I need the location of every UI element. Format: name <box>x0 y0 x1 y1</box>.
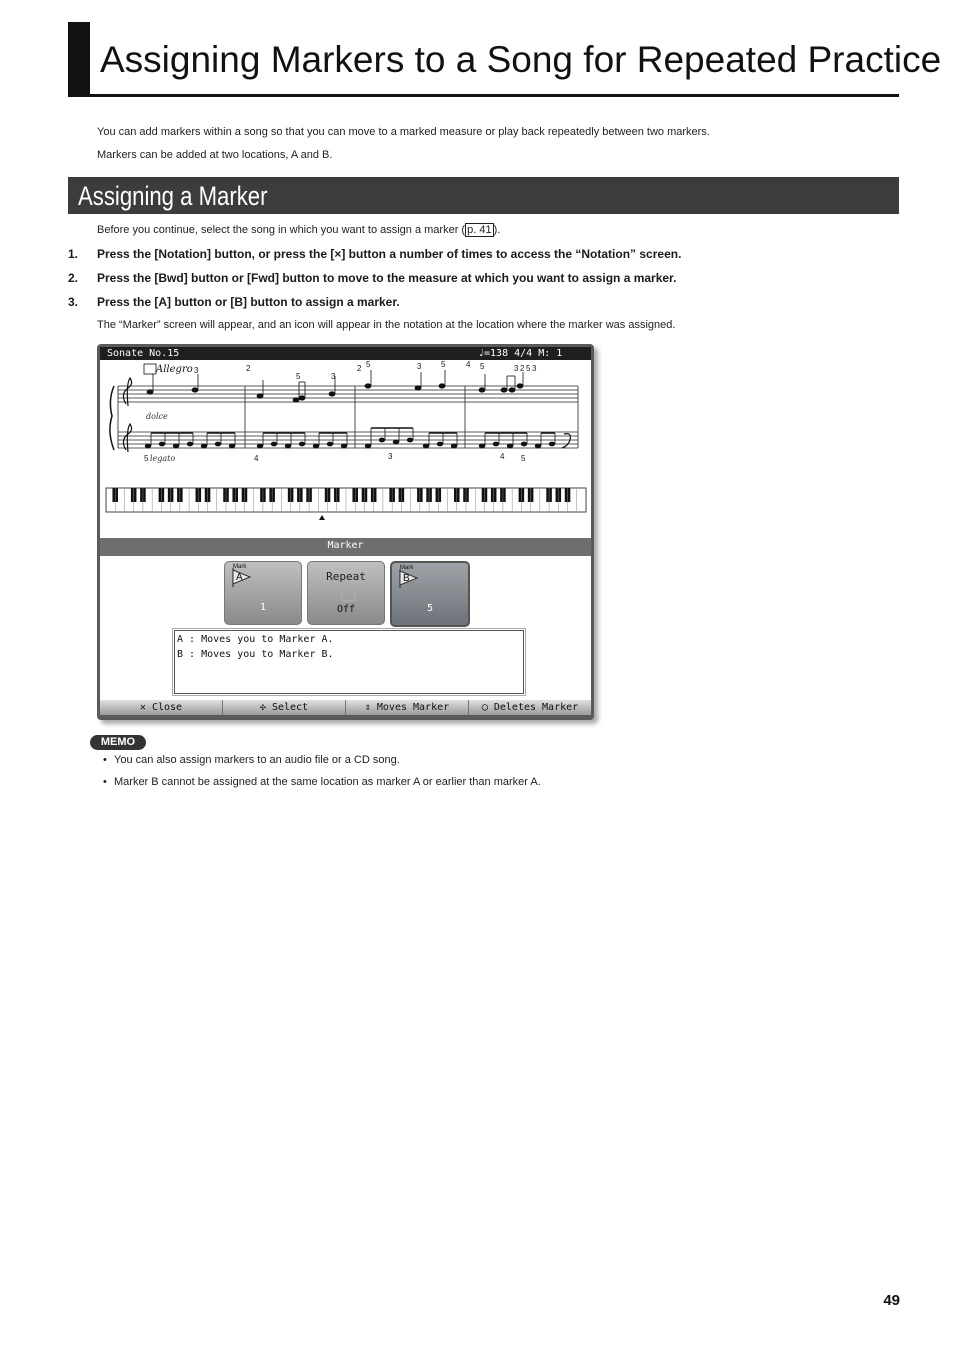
articulation-marking: legato <box>150 454 176 463</box>
prerequisite-note <box>97 223 500 237</box>
help-line-b: B : Moves you to Marker B. <box>177 649 334 660</box>
fingering: 2 <box>357 364 362 373</box>
help-line-a: A : Moves you to Marker A. <box>177 634 334 645</box>
memo-bullet-2: Marker B cannot be assigned at the same location as marker A or earlier than marker A. <box>114 776 541 788</box>
marker-a-measure: 1 <box>259 602 267 613</box>
page-title: Assigning Markers to a Song for Repeated Practice <box>100 39 942 80</box>
marker-panel <box>100 556 591 700</box>
page-reference-link[interactable]: p. 41 <box>467 224 492 236</box>
fingering: 5 <box>296 372 301 381</box>
fingering: 3 <box>388 452 393 461</box>
marker-b-flag-label: Mark <box>400 565 414 571</box>
intro-paragraph-1: You can add markers within a song so that you can move to a marked measure or play back repeatedly between two markers. <box>97 126 710 138</box>
marker-b-measure: 5 <box>426 603 434 614</box>
section-heading: Assigning a Marker <box>78 181 268 211</box>
bullet-icon: • <box>103 754 107 766</box>
repeat-icon <box>340 590 356 602</box>
tempo-marking: Allegro <box>156 364 193 375</box>
fingering: 3 <box>194 366 199 375</box>
section-heading-bar <box>68 177 899 214</box>
bullet-icon: • <box>103 776 107 788</box>
fingering: 4 <box>466 360 471 369</box>
select-button[interactable]: ✣ Select <box>223 700 346 715</box>
deletes-marker-button[interactable]: ◯ Deletes Marker <box>481 702 579 713</box>
fingering: 5 <box>526 364 531 373</box>
intro-paragraph-2: Markers can be added at two locations, A and B. <box>97 149 333 161</box>
fingering: 2 <box>520 364 525 373</box>
prerequisite-end: ). <box>493 224 501 236</box>
fingering: 5 <box>144 454 149 463</box>
step-1-number: 1. <box>68 247 79 261</box>
fingering: 3 <box>417 362 422 371</box>
screen-status-bar <box>100 347 591 360</box>
marker-screen-image <box>97 344 594 720</box>
step-3-note: The “Marker” screen will appear, and an icon will appear in the notation at the location where the marker was assigned. <box>97 319 676 331</box>
help-text-box <box>174 630 524 694</box>
fingering: 2 <box>246 364 251 373</box>
marker-a-flag-label: Mark <box>233 564 247 570</box>
tempo-meter-measure: ♩=138 4/4 M: 1 <box>478 348 563 359</box>
step-2-number: 2. <box>68 271 79 285</box>
fingering: 3 <box>532 364 537 373</box>
song-title: Sonate No.15 <box>107 348 180 359</box>
marker-screen-title: Marker <box>327 540 364 551</box>
title-accent-bar <box>68 22 90 94</box>
fingering-numbers <box>100 360 591 480</box>
marker-a-button[interactable] <box>224 561 302 625</box>
step-3-text: Press the [A] button or [B] button to assign a marker. <box>97 295 400 309</box>
fingering: 3 <box>331 372 336 381</box>
fingering: 5 <box>480 362 485 371</box>
repeat-label: Repeat <box>326 570 366 583</box>
fingering: 5 <box>366 360 371 369</box>
marker-title-bar <box>100 538 591 556</box>
function-button-bar <box>100 700 591 715</box>
step-1-text: Press the [Notation] button, or press the [×] button a number of times to access the “Notation” screen. <box>97 247 682 261</box>
dynamic-marking: dolce <box>146 412 168 421</box>
marker-b-letter: B <box>403 573 410 584</box>
fingering: 3 <box>514 364 519 373</box>
title-block <box>68 22 942 97</box>
step-2-text: Press the [Bwd] button or [Fwd] button to move to the measure at which you want to assign a marker. <box>97 271 677 285</box>
notation-area <box>100 360 591 538</box>
memo-bullet-1: You can also assign markers to an audio file or a CD song. <box>114 754 400 766</box>
marker-a-letter: A <box>236 572 243 583</box>
page-number: 49 <box>883 1292 900 1309</box>
repeat-button[interactable] <box>307 561 385 625</box>
fingering: 4 <box>254 454 259 463</box>
fingering: 4 <box>500 452 505 461</box>
prerequisite-text: Before you continue, select the song in which you want to assign a marker ( <box>97 224 466 236</box>
marker-b-button[interactable] <box>390 561 470 627</box>
moves-marker-button[interactable]: ⇕ Moves Marker <box>346 700 469 715</box>
repeat-status: Off <box>336 604 356 615</box>
fingering: 5 <box>441 360 446 369</box>
fingering: 5 <box>521 454 526 463</box>
step-3-number: 3. <box>68 295 79 309</box>
memo-badge: MEMO <box>90 735 146 750</box>
close-button[interactable]: ✕ Close <box>100 700 223 715</box>
